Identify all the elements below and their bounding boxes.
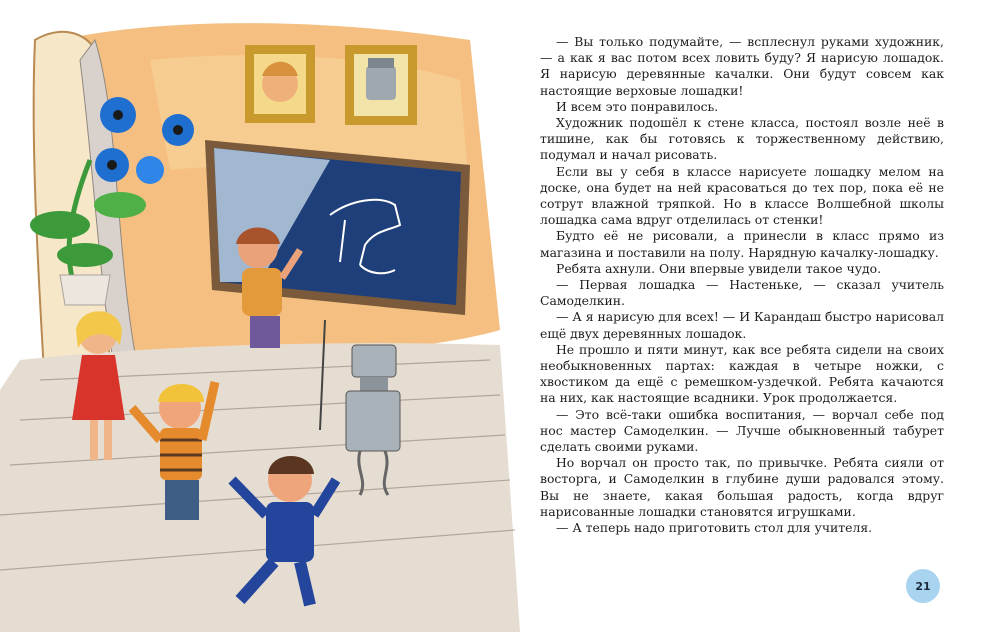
paragraph: — Вы только подумайте, — всплеснул руками художник, — а как я вас потом всех ловить буду? Я нарисую лошадок. Я нарисую деревянные качалки. Они будут совсем как настоящие верховые лошадки! [540,34,944,98]
paragraph: — Первая лошадка — Настеньке, — сказал учитель Самоделкин. [540,277,944,309]
paragraph: И всем это понравилось. [556,98,719,114]
paragraph: Не прошло и пяти минут, как все ребята сидели на своих необыкновенных партах: каждая в четыре ножки, с хвостиком да ещё с ремешком-уздечкой. Ребята качаются на них, как настоящие всадники. Урок продолжается. [540,341,944,406]
page-number: 21 [906,569,940,603]
paragraph: Будто её не рисовали, а принесли в класс прямо из магазина и поставили на полу. Нарядную качалку-лошадку. [540,228,944,260]
paragraph: Но ворчал он просто так, по привычке. Ребята сияли от восторга, и Самоделкин в глубине души радовался этому. Вы не знаете, какая большая радость, когда вдруг нарисованные лошадки становятся игрушками. [540,455,944,519]
paragraph: Ребята ахнули. Они впервые увидели такое чудо. [556,260,882,276]
paragraph: Художник подошёл к стене класса, постоял возле неё в тишине, как бы готовясь к торжественному действию, подумал и начал рисовать. [540,115,944,163]
paragraph: — А я нарисую для всех! — И Карандаш быстро нарисовал ещё двух деревянных лошадок. [540,309,944,341]
text-page [540,34,944,536]
paragraph: — А теперь надо приготовить стол для учителя. [556,520,873,536]
paragraph: Если вы у себя в классе нарисуете лошадку мелом на доске, она будет на ней красоваться до тех пор, пока её не сотрут влажной тряпкой. Но в классе Волшебной школы лошадка сама вдруг отделилась от стенки! [540,163,944,228]
paragraph: — Это всё-таки ошибка воспитания, — ворчал себе под нос мастер Самоделкин. — Лучше обыкновенный табурет сделать своими руками. [540,406,944,455]
portrait-left [245,45,315,123]
portrait-right [345,45,417,125]
